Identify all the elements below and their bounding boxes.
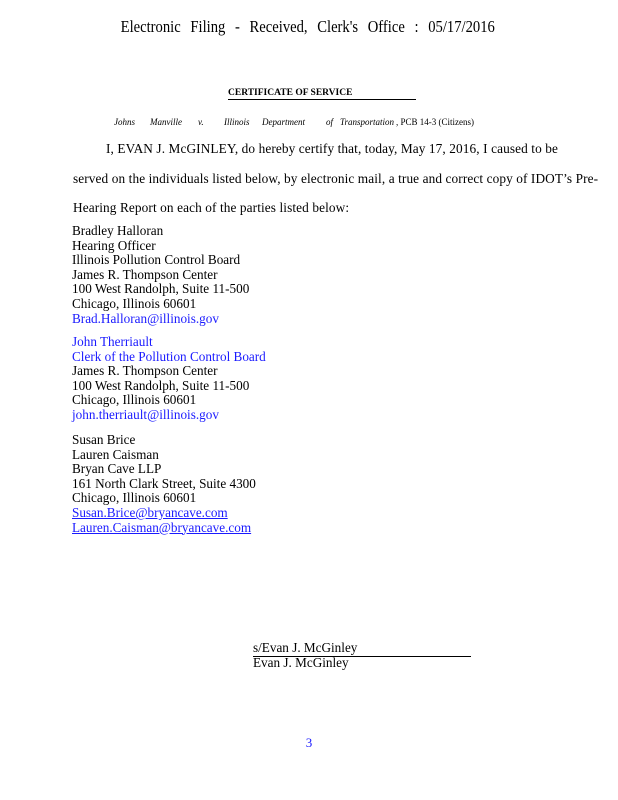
body-line-3: Hearing Report on each of the parties listed below: (73, 200, 350, 215)
recipient-line: 100 West Randolph, Suite 11-500 (72, 281, 250, 297)
recipient-line: Illinois Pollution Control Board (72, 252, 241, 268)
recipient-line: 100 West Randolph, Suite 11-500 (72, 377, 250, 393)
recipient-block-bryan-cave (72, 433, 256, 535)
recipient-email-link[interactable]: Lauren.Caisman@bryancave.com (72, 519, 252, 535)
recipient-name: Bradley Halloran (72, 223, 164, 238)
recipient-line: Chicago, Illinois 60601 (72, 490, 197, 506)
caption-word: v. (198, 117, 204, 127)
caption-word: Department (262, 117, 305, 127)
page-number: 3 (305, 735, 313, 750)
recipient-block-halloran (72, 224, 249, 326)
certificate-title: CERTIFICATE OF SERVICE (228, 87, 416, 100)
recipient-block-therriault (72, 335, 266, 423)
recipient-name: John Therriault (72, 334, 153, 349)
recipient-line: James R. Thompson Center (72, 266, 218, 282)
filing-stamp: Electronic Filing - Received, Clerk's Office : 05/17/2016 (120, 17, 495, 36)
case-number: , PCB 14-3 (Citizens) (396, 117, 474, 127)
recipient-line: Chicago, Illinois 60601 (72, 392, 197, 408)
body-line-1: I, EVAN J. McGINLEY, do hereby certify that, today, May 17, 2016, I caused to be (106, 141, 558, 156)
recipient-line: 161 North Clark Street, Suite 4300 (72, 475, 256, 491)
recipient-email-link[interactable]: Brad.Halloran@illinois.gov (72, 310, 219, 326)
recipient-line: Chicago, Illinois 60601 (72, 295, 197, 311)
caption-word: Johns (114, 117, 135, 127)
recipient-email-link[interactable]: john.therriault@illinois.gov (72, 406, 219, 422)
caption-word: Transportation (340, 117, 395, 127)
recipient-line: James R. Thompson Center (72, 363, 218, 379)
body-line-2: served on the individuals listed below, by electronic mail, a true and correct copy of IDOT’s Pre- (73, 171, 599, 186)
caption-word: Manville (150, 117, 182, 127)
recipient-line: Bryan Cave LLP (72, 461, 162, 477)
case-caption (114, 117, 394, 127)
recipient-name: Lauren Caisman (72, 446, 159, 462)
signature-signed: s/Evan J. McGinley (253, 640, 358, 655)
recipient-name: Susan Brice (72, 432, 136, 447)
recipient-email-link[interactable]: Susan.Brice@bryancave.com (72, 504, 228, 520)
caption-word: of (326, 117, 334, 127)
recipient-line: Hearing Officer (72, 237, 156, 253)
caption-word: Illinois (224, 117, 250, 127)
signature-name: Evan J. McGinley (253, 655, 349, 670)
recipient-line: Clerk of the Pollution Control Board (72, 348, 266, 364)
